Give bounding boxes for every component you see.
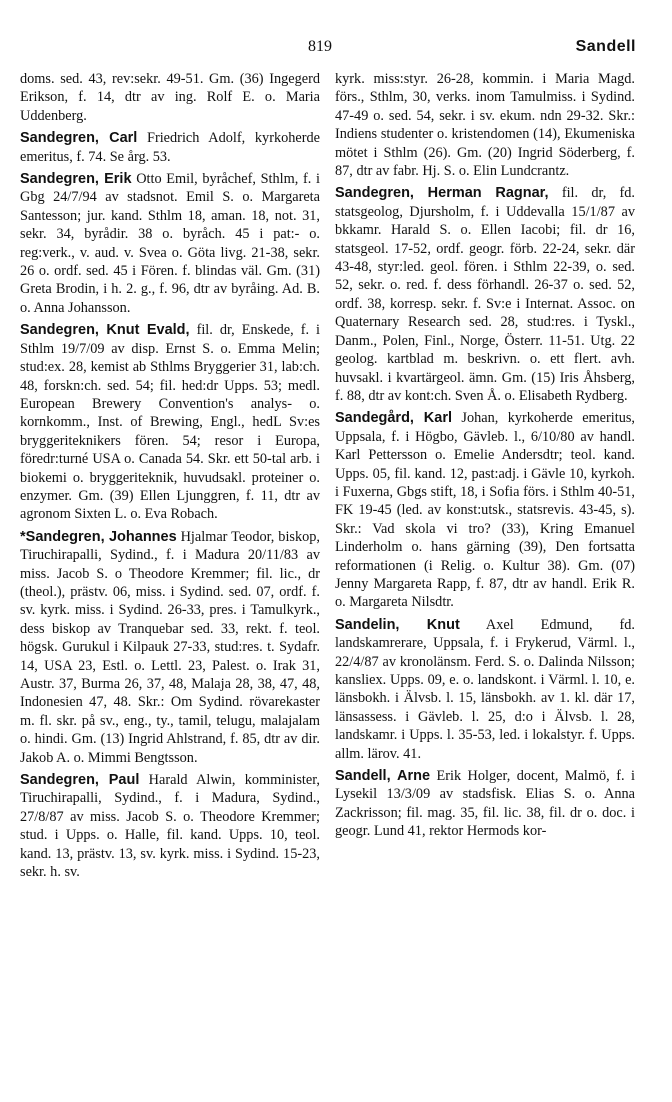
entry (20, 170, 320, 317)
entry-name: Sandegren, Erik (20, 171, 132, 188)
entry-text: Johan, kyrkoherde emeritus, Uppsala, f. i Högbo, Gävleb. l., 6/10/80 av handl. Karl Pettersson o. Emelie Andersdtr; teol. kand. Upps. 05, fil. kand. 12, past:adj. i Gävle 10, kyrkoh. i Fuxerna, Gbgs stift, 18, i Sofia förs. i Sthlm 40-51, FK 19-45 (led. av konst:utsk., statsrevis. 43-45, s). Skr.: Vad skola vi tro? (33), Kring Emanuel Linderholm o. hans gärning (39), Den fortsatta reformationen (i Relig. o. Kultur 38). Gm. (07) Jenny Margareta Rapp, f. 87, dtr av handl. Erik R. o. Margareta Nilsdtr. (335, 410, 636, 611)
entry (335, 70, 635, 180)
entry (335, 184, 635, 405)
running-head: Sandell (575, 38, 636, 55)
entry-name: Sandegren, Herman Ragnar, (335, 185, 549, 202)
entry-text: Harald Alwin, komminister, Tiruchirapalli, Sydind., f. i Madura, Sydind., 27/8/87 av miss. Jacob S. o. Theodore Kremmer; stud. i Upps. o. Halle, fil. kand. Upps. 10, teol. kand. 13, prästv. 13, sv. kyrk. miss. i Sydind. 15-23, sekr. h. sv. (20, 772, 320, 881)
entry-name: Sandegren, Carl (20, 130, 138, 147)
entry-text: Hjalmar Teodor, biskop, Tiruchirapalli, Sydind., f. i Madura 20/11/83 av miss. Jacob S. o Theodore Kremmer; fil. lic., dr (theol.), prästv. 06, miss. i Sydind. sed. 07, ordf. f. sv. kyrk. miss. i Sydind. 26-33, pres. i Tamulkyrk., dess biskop av Tranquebar sed. 33, rekt. f. teol. högsk. Gurukul i Kilpauk 27-33, stud:res. t. Sydafr. 14, USA 23, Estl. o. Lettl. 23, Palest. o. Irak 31, Austr. 37, Burma 26, 37, 48, Malaja 28, 38, 47, 48, Indonesien 47, 48. Skr.: Om Sydind. rövarekaster m. fl. skr. på sv., eng., ty., tamil, telugu, malajalam o. hindi. Gm. (13) Ingrid Ahlstrand, f. 85, dtr av dir. Jakob A. o. Mimmi Bengtsson. (20, 528, 320, 766)
entry (20, 129, 320, 166)
entry-text: fil. dr, Enskede, f. i Sthlm 19/7/09 av disp. Ernst S. o. Emma Melin; stud:ex. 28, kemist ab Sthlms Bryggerier 31, lab:ch. 48, forskn:ch. sed. 54; fil. hed:dr Upps. 53; medl. European Brewery Convention's analys- o. kornkomm., Inst. of Brewing, Engl., hedL Sv:es bryggeriteknikers fören. 54; resor i Europa, föredr:turné USA o. Canada 54. Skr. ett 50-tal arb. i biokemi o. bryggeriteknik, huvudsakl. proteiner o. enzymer. Gm. (39) Ellen Ljunggren, f. 11, dtr av agronom Sixten L. o. Eva Robach. (20, 322, 320, 523)
entry-text: Friedrich Adolf, kyrkoherde emeritus, f. 74. Se årg. 53. (20, 130, 321, 165)
entry-text: fil. dr, fd. statsgeolog, Djursholm, f. i Uddevalla 15/1/87 av bkkamr. Harald S. o. Ellen Iacobi; fil. dr 16, statsgeol. 17-52, ordf. geogr. förb. 22-24, sekr. där 43-48, styr:led. geol. fören. i Sthlm 22-39, o. sed. 52, sekr. o. red. f. dess förhandl. 26-37 o. sed. 52, ordf. 38, korresp. sekr. f. Sv:e i Internat. Assoc. on Quaternary Research sed. 28, stud:res. i Tyskl., Danm., Polen, Finl., Norge, Österr. 11-51. Utg. 22 geolog. kartblad m. beskrivn. o. ett flert. avh. huvsakl. i kvartärgeol. ämn. Gm. (15) Iris Åhsberg, f. 88, dtr av kont:ch. Sven Å. o. Elisabeth Rydberg. (335, 185, 636, 404)
entry-text: doms. sed. 43, rev:sekr. 49-51. Gm. (36) Ingegerd Erikson, f. 14, dtr av ing. Rolf E. o. Maria Uddenberg. (20, 71, 320, 124)
entry (20, 771, 320, 881)
entry (20, 70, 320, 125)
entry-name: Sandelin, Knut (335, 616, 460, 633)
entry-name: Sandell, Arne (335, 768, 431, 785)
entry (335, 616, 635, 763)
entry-name: Sandegren, Paul (20, 772, 140, 789)
entry-text: Otto Emil, byråchef, Sthlm, f. i Gbg 24/7/94 av stadsnot. Emil S. o. Margareta Santesson; jur. kand. Sthlm 18, aman. 18, not. 31, sekr. 34, byrådir. 38 o. byråch. 45 i pat:- o. reg:verk., v. aud. v. Svea o. Göta livg. 21-38, sekr. 26 o. ordf. sed. 45 i Fören. f. blindas väl. Gm. (31) Greta Brodin, i h. 2. g., f. 96, dtr av byråing. Ad. B. o. Anna Johansson. (20, 171, 321, 316)
entry-name: Sandegren, Knut Evald, (20, 322, 190, 339)
left-column (20, 70, 320, 884)
entry (20, 321, 320, 523)
entry (20, 528, 320, 767)
entry-name: *Sandegren, Johannes (20, 528, 177, 545)
entry (335, 767, 635, 841)
right-column (335, 70, 635, 844)
entry-text: Erik Holger, docent, Malmö, f. i Lysekil 13/3/09 av stadsfisk. Elias S. o. Anna Zackrisson; fil. mag. 35, fil. lic. 38, fil. dr o. doc. i geogr. Lund 41, rektor Hermods kor- (335, 768, 635, 840)
entry-text: kyrk. miss:styr. 26-28, kommin. i Maria Magd. förs., Sthlm, 30, verks. inom Tamulmiss. i Sydind. 47-49 o. sed. 54, sekr. i sv. ekum. ndn 29-32. Skr.: Indiens studenter o. kristendomen (14), Ekumeniska mötet i Sthlm (26). Gm. (20) Ingrid Söderberg, f. 87, dtr av fabr. Hj. S. o. Elin Lundcrantz. (335, 71, 635, 180)
entry-text: Axel Edmund, fd. landskamrerare, Uppsala, f. i Frykerud, Värml. l., 22/4/87 av kronolänsm. Ferd. S. o. Dalinda Nilsson; kansliex. Upps. 09, e. o. landskont. i Värml. l. 10, e. länsbokh. i Älvsb. l. 15, länsbokh. av 1. kl. där 17, länsassess. i Gävleb. l. 25, d:o i Älvsb. l. 28, landskamr. i Upps. l. 35-53, led. i lokalstyr. f. Upps. allm. lärov. 41. (335, 616, 635, 762)
entry (335, 409, 635, 611)
entry-name: Sandegård, Karl (335, 410, 453, 427)
page-number: 819 (308, 38, 332, 55)
